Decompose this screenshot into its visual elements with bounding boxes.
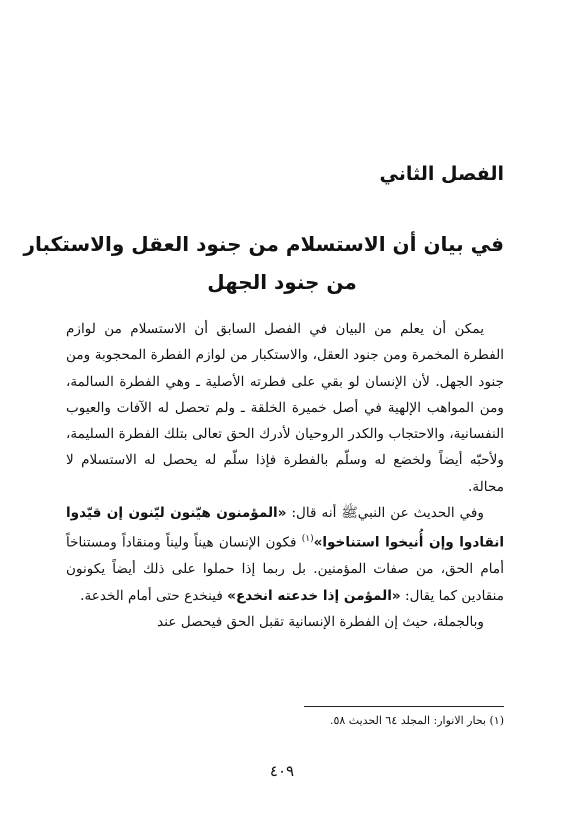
footnote-divider	[304, 706, 504, 707]
section-heading	[23, 225, 504, 301]
hadith-quote-1: «المؤمنون هيّنون ليّنون إن قيّدوا انقادوا وإن أُنيخوا استناخوا»	[66, 505, 504, 551]
section-heading-line-1: في بيان أن الاستسلام من جنود العقل والاستكبار	[23, 232, 504, 256]
paragraph-1: يمكن أن يعلم من البيان في الفصل السابق أن الاستسلام من لوازم الفطرة المخمرة ومن جنود العقل، والاستكبار من لوازم الفطرة المحجوبة ومن جنود الجهل. لأن الإنسان لو بقي على فطرته الأصلية ـ وهي الفطرة السالمة، ومن المواهب الإلهية في أصل خميرة الخلقة ـ ولم تحصل له الآفات والعيوب النفسانية، والاحتجاب والكدر الروحيان لأدرك الحق تعالى بتلك الفطرة السليمة، ولأحبّه أيضاً ولخضع له وسلّم بالفطرة فإذا سلّم له يحصل له الاستسلام لا محالة.	[66, 321, 504, 495]
footnote-marker: (١)	[301, 534, 314, 545]
hadith-intro: وفي الحديث عن النبيﷺ أنه قال:	[286, 505, 484, 522]
hadith-quote-2: «المؤمن إذا خدعته انخدع»	[227, 587, 401, 604]
hadith-end: فينخدع حتى أمام الخدعة.	[80, 587, 228, 604]
chapter-title: الفصل الثاني	[379, 163, 504, 185]
section-heading-line-2: من جنود الجهل	[207, 270, 357, 294]
paragraph-3: وبالجملة، حيث إن الفطرة الإنسانية تقبل الحق فيحصل عند	[157, 613, 484, 630]
body-text	[66, 316, 504, 635]
hadith-middle: فكون الإنسان هيناً وليناً ومنقاداً ومستناخاً أمام الحق، من صفات المؤمنين. بل ربما إذا حملوا على ذلك أيضاً يكونون منقادين كما يقال:	[66, 534, 504, 604]
page-number: ٤٠٩	[269, 762, 295, 780]
paragraph-2	[66, 500, 504, 609]
footnote: (١) بحار الانوار: المجلد ٦٤ الحديث ٥٨.	[329, 714, 504, 727]
